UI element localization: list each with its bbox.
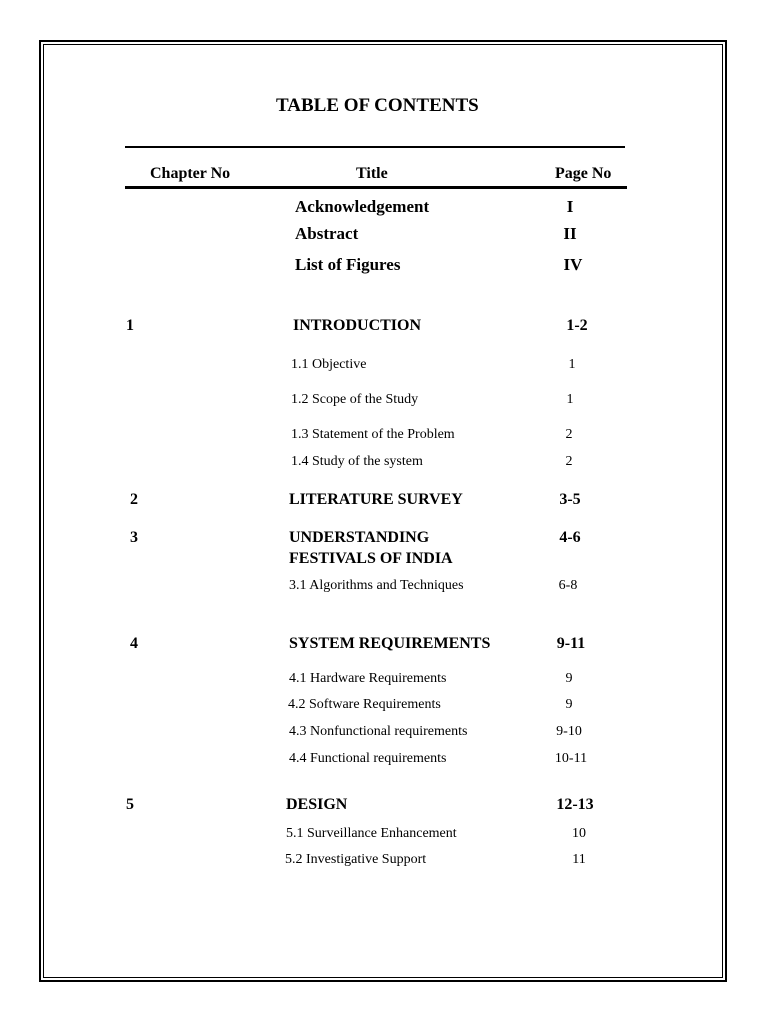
section-page: 10 [572, 826, 586, 841]
section-title: 1.2 Scope of the Study [291, 392, 419, 407]
chapter-page: 3-5 [559, 491, 581, 508]
chapter-title-line1: UNDERSTANDING [289, 529, 430, 546]
section-page: 9 [565, 671, 573, 686]
chapter-number: 1 [126, 317, 134, 334]
chapter-page: 1-2 [566, 317, 588, 334]
front-matter-page: II [563, 224, 577, 243]
section-title: 4.4 Functional requirements [289, 751, 447, 766]
front-matter-title: Acknowledgement [295, 197, 430, 216]
section-title: 4.2 Software Requirements [288, 697, 441, 712]
section-title: 5.2 Investigative Support [285, 852, 427, 867]
section-page: 2 [565, 427, 573, 442]
front-matter-page: I [566, 197, 574, 216]
chapter-title-line2: FESTIVALS OF INDIA [289, 550, 453, 567]
chapter-number: 3 [130, 529, 138, 546]
section-title: 1.3 Statement of the Problem [291, 427, 455, 442]
front-matter-title: Abstract [295, 224, 359, 243]
section-title: 4.1 Hardware Requirements [289, 671, 447, 686]
chapter-page: 9-11 [556, 635, 586, 652]
section-title: 3.1 Algorithms and Techniques [289, 578, 464, 593]
toc-title: TABLE OF CONTENTS [276, 95, 479, 116]
front-matter-page: IV [563, 255, 583, 274]
section-page: 9 [565, 697, 573, 712]
chapter-page: 12-13 [556, 796, 594, 813]
chapter-page: 4-6 [559, 529, 581, 546]
section-page: 1 [568, 357, 576, 372]
section-page: 9-10 [556, 724, 582, 739]
header-bottom-rule [125, 186, 627, 189]
section-page: 1 [566, 392, 574, 407]
chapter-number: 5 [126, 796, 134, 813]
chapter-number: 4 [130, 635, 138, 652]
front-matter-title: List of Figures [295, 255, 401, 274]
header-chapter-no: Chapter No [150, 165, 231, 182]
section-title: 1.4 Study of the system [291, 454, 423, 469]
chapter-title: LITERATURE SURVEY [289, 491, 463, 508]
chapter-title: SYSTEM REQUIREMENTS [289, 635, 491, 652]
section-page: 11 [572, 852, 586, 867]
header-title: Title [356, 165, 388, 182]
section-page: 10-11 [554, 751, 588, 766]
section-title: 1.1 Objective [291, 357, 367, 372]
chapter-number: 2 [130, 491, 138, 508]
section-title: 4.3 Nonfunctional requirements [289, 724, 468, 739]
header-top-rule [125, 146, 625, 148]
header-page-no: Page No [555, 165, 612, 182]
section-page: 6-8 [558, 578, 578, 593]
chapter-title: INTRODUCTION [293, 317, 422, 334]
chapter-title: DESIGN [286, 796, 348, 813]
section-page: 2 [565, 454, 573, 469]
section-title: 5.1 Surveillance Enhancement [286, 826, 457, 841]
